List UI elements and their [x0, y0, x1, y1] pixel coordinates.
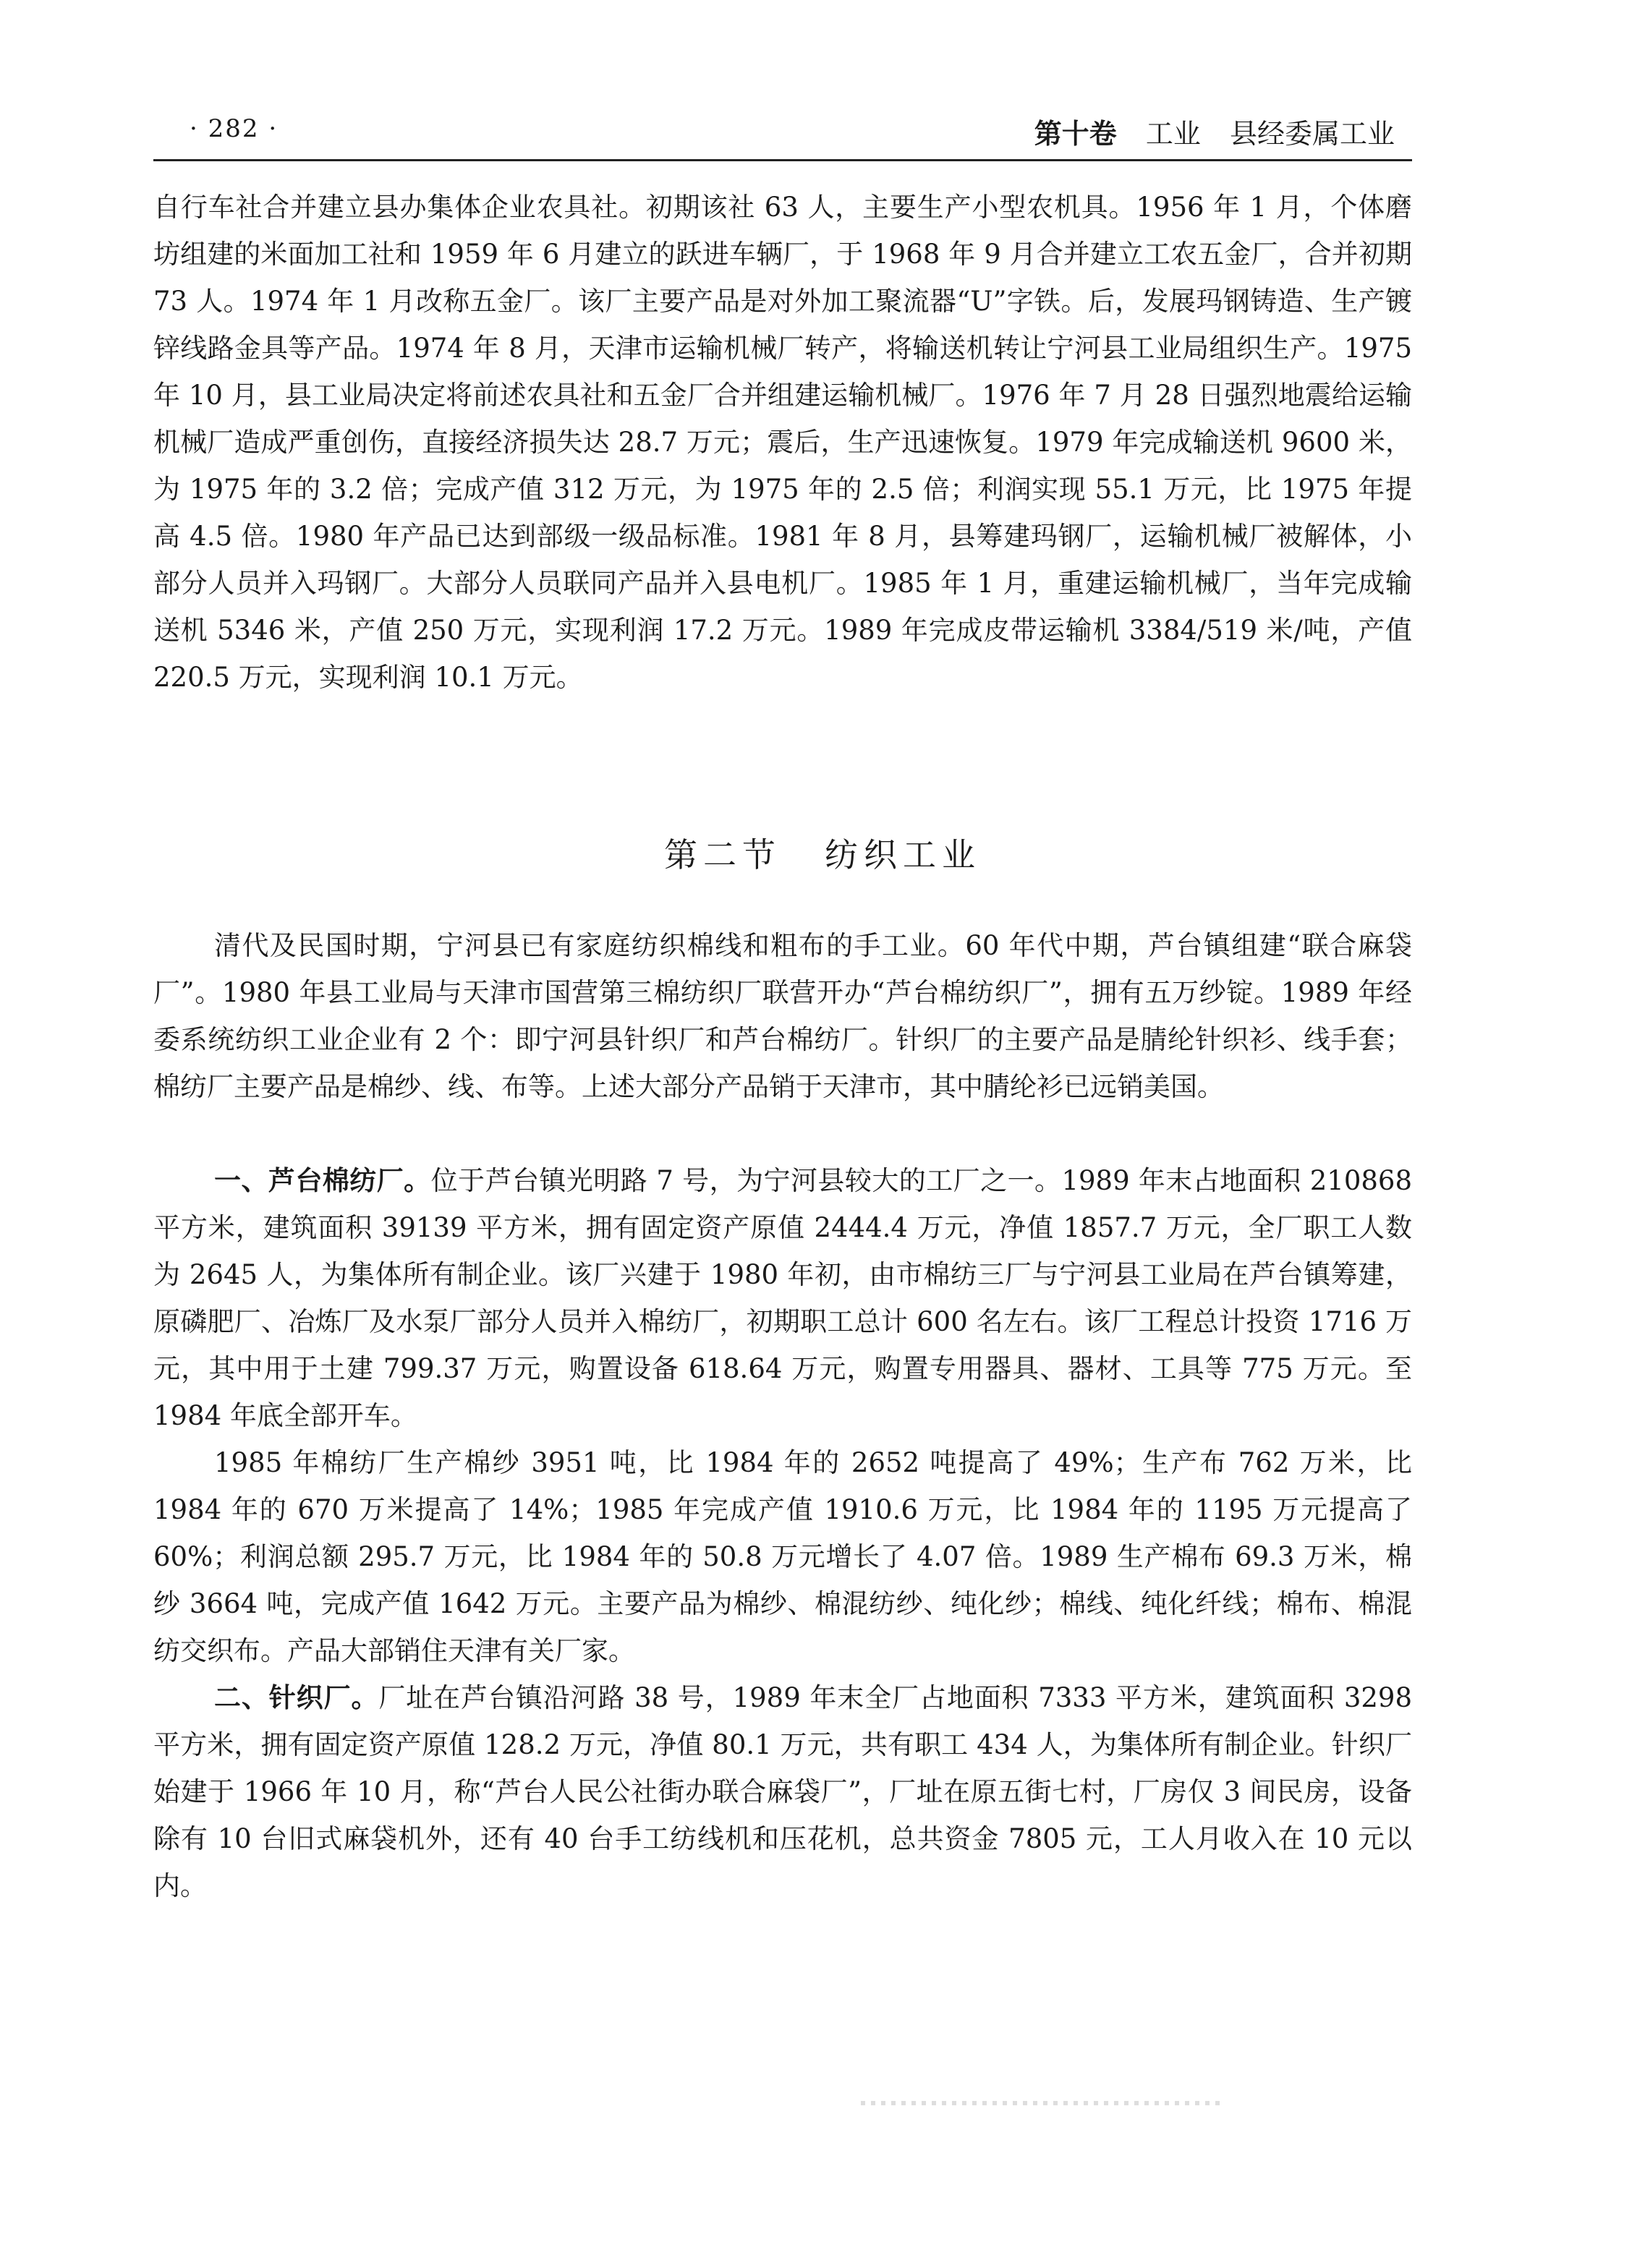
chapter-label: 县经委属工业	[1229, 118, 1395, 150]
paragraph-lutai-output: 1985 年棉纺厂生产棉纱 3951 吨，比 1984 年的 2652 吨提高了 49%；生产布 762 万米，比 1984 年的 670 万米提高了 14%；1985 年完成产值 1910.6 万元，比 1984 年的 1195 万元提高了 60%；利润总额 295.7 万元，比 1984 年的 50.8 万元增长了 4.07 倍。1989 生产棉布 69.3 万米，棉纱 3664 吨，完成产值 1642 万元。主要产品为棉纱、棉混纺纱、纯化纱；棉线、纯化纤线；棉布、棉混纺交织布。产品大部销住天津有关厂家。	[153, 1447, 1412, 1666]
subsection-lead-lutai: 一、芦台棉纺厂。	[214, 1164, 431, 1196]
page-number: · 282 ·	[190, 114, 279, 143]
volume-label: 第十卷	[1034, 117, 1117, 150]
section-heading	[0, 829, 1645, 877]
page-header	[153, 108, 1412, 161]
subsection-lead-knitting: 二、针织厂。	[214, 1681, 379, 1713]
part-label: 工业	[1145, 118, 1201, 150]
scan-artifact	[861, 2101, 1223, 2105]
running-title	[1034, 111, 1395, 151]
paragraph-knitting-mill	[153, 1674, 1412, 1909]
section-number: 第二节	[664, 835, 781, 874]
paragraph-lutai-mill	[153, 1157, 1412, 1439]
paragraph-knitting-body: 厂址在芦台镇沿河路 38 号，1989 年末全厂占地面积 7333 平方米，建筑面积 3298 平方米，拥有固定资产原值 128.2 万元，净值 80.1 万元，共有职工 434 人，为集体所有制企业。针织厂始建于 1966 年 10 月，称“芦台人民公社街办联合麻袋厂”，厂址在原五街七村，厂房仅 3 间民房，设备除有 10 台旧式麻袋机外，还有 40 台手工纺线机和压花机，总共资金 7805 元，工人月收入在 10 元以内。	[153, 1682, 1413, 1901]
section-name: 纺织工业	[825, 835, 981, 874]
paragraph-lutai-body: 位于芦台镇光明路 7 号，为宁河县较大的工厂之一。1989 年末占地面积 210868 平方米，建筑面积 39139 平方米，拥有固定资产原值 2444.4 万元，净值 1857.7 万元，全厂职工人数为 2645 人，为集体所有制企业。该厂兴建于 1980 年初，由市棉纺三厂与宁河县工业局在芦台镇筹建，原磷肥厂、冶炼厂及水泵厂部分人员并入棉纺厂，初期职工总计 600 名左右。该厂工程总计投资 1716 万元，其中用于土建 799.37 万元，购置设备 618.64 万元，购置专用器具、器材、工具等 775 万元。至 1984 年底全部开车。	[153, 1165, 1412, 1431]
paragraph-continuation: 自行车社合并建立县办集体企业农具社。初期该社 63 人，主要生产小型农机具。1956 年 1 月，个体磨坊组建的米面加工社和 1959 年 6 月建立的跃进车辆厂，于 1968 年 9 月合并建立工农五金厂，合并初期 73 人。1974 年 1 月改称五金厂。该厂主要产品是对外加工聚流器“U”字铁。后，发展玛钢铸造、生产镀锌线路金具等产品。1974 年 8 月，天津市运输机械厂转产，将输送机转让宁河县工业局组织生产。1975 年 10 月，县工业局决定将前述农具社和五金厂合并组建运输机械厂。1976 年 7 月 28 日强烈地震给运输机械厂造成严重创伤，直接经济损失达 28.7 万元；震后，生产迅速恢复。1979 年完成输送机 9600 米，为 1975 年的 3.2 倍；完成产值 312 万元，为 1975 年的 2.5 倍；利润实现 55.1 万元，比 1975 年提高 4.5 倍。1980 年产品已达到部级一级品标准。1981 年 8 月，县筹建玛钢厂，运输机械厂被解体，小部分人员并入玛钢厂。大部分人员联同产品并入县电机厂。1985 年 1 月，重建运输机械厂，当年完成输送机 5346 米，产值 250 万元，实现利润 17.2 万元。1989 年完成皮带运输机 3384/519 米/吨，产值 220.5 万元，实现利润 10.1 万元。	[153, 192, 1412, 693]
paragraph-intro: 清代及民国时期，宁河县已有家庭纺织棉线和粗布的手工业。60 年代中期，芦台镇组建“联合麻袋厂”。1980 年县工业局与天津市国营第三棉纺织厂联营开办“芦台棉纺织厂”，拥有五万纱锭。1989 年经委系统纺织工业企业有 2 个：即宁河县针织厂和芦台棉纺厂。针织厂的主要产品是腈纶针织衫、线手套；棉纺厂主要产品是棉纱、线、布等。上述大部分产品销于天津市，其中腈纶衫已远销美国。	[153, 930, 1412, 1102]
